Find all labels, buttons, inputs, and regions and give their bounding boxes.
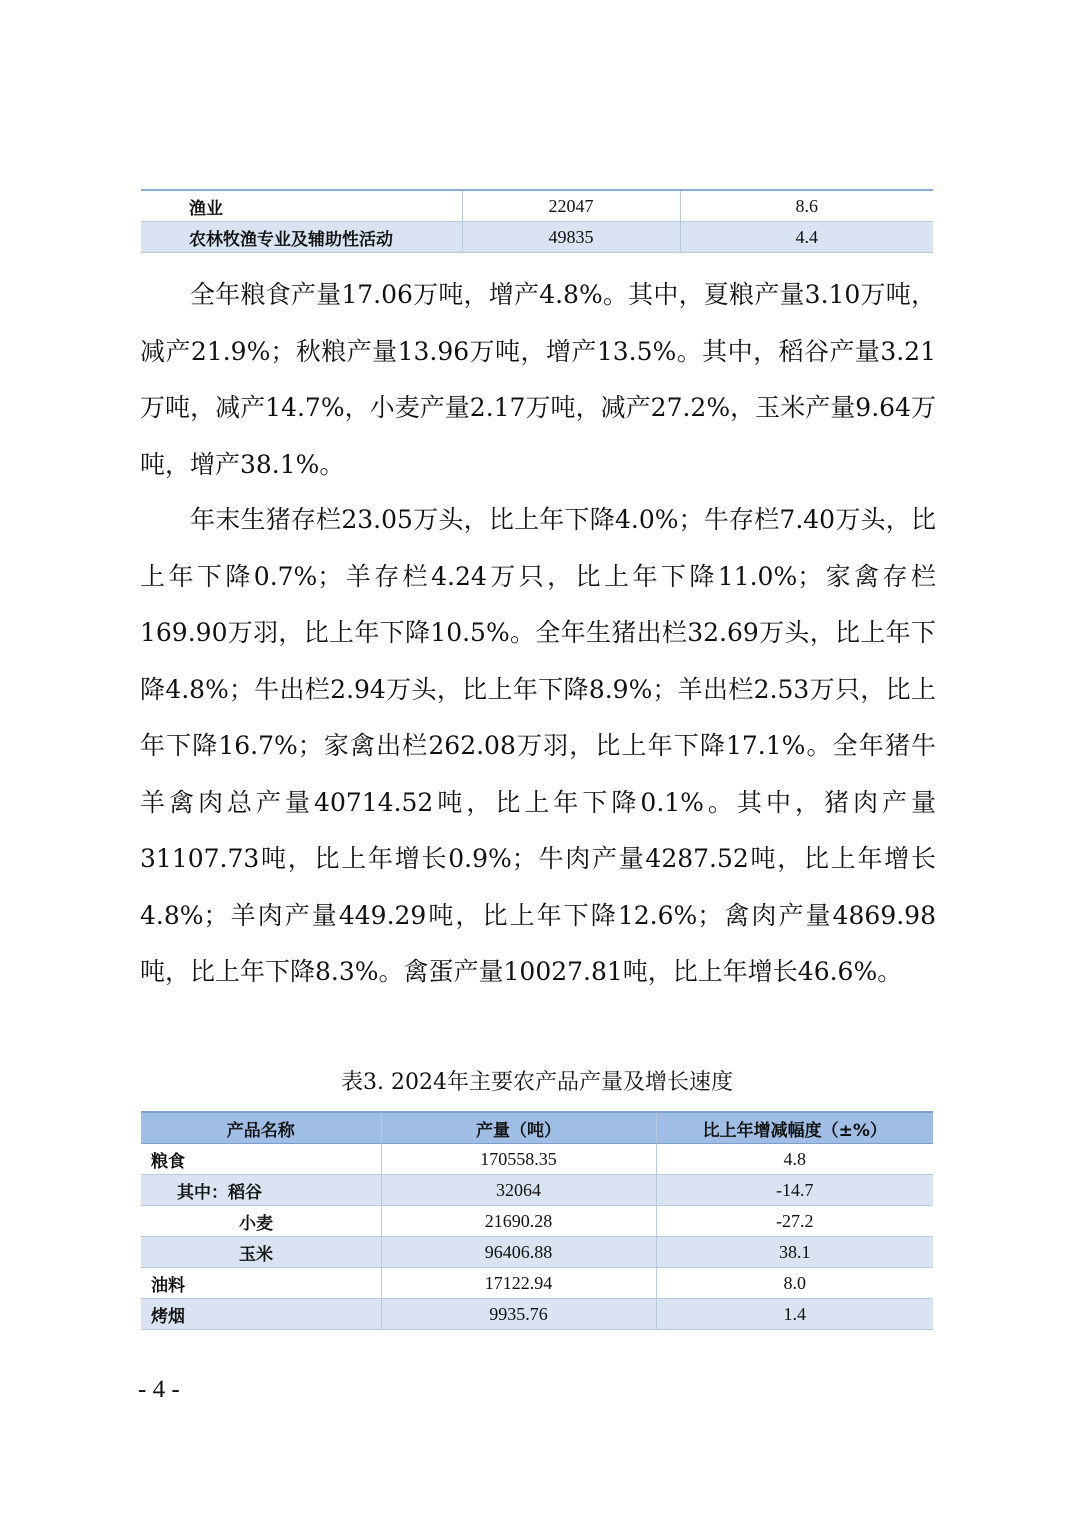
- row-label: 烤烟: [141, 1299, 381, 1330]
- table-row: [141, 1144, 933, 1175]
- row-value: 9935.76: [381, 1299, 656, 1330]
- header-product-name: 产品名称: [141, 1112, 381, 1144]
- row-value: 32064: [381, 1175, 656, 1206]
- row-value: 96406.88: [381, 1237, 656, 1268]
- table-row: [141, 1299, 933, 1330]
- row-growth: 8.0: [656, 1268, 933, 1299]
- table-row: [141, 1268, 933, 1299]
- industry-output-table-continued: [141, 189, 933, 253]
- row-value: 49835: [462, 222, 680, 253]
- row-label: 渔业: [141, 190, 462, 222]
- table-row: [141, 1237, 933, 1268]
- livestock-paragraph: 年末生猪存栏23.05万头，比上年下降4.0%；牛存栏7.40万头，比上年下降0.7%；羊存栏4.24万只，比上年下降11.0%；家禽存栏169.90万羽，比上年下降10.5%。全年生猪出栏32.69万头，比上年下降4.8%；牛出栏2.94万头，比上年下降8.9%；羊出栏2.53万只，比上年下降16.7%；家禽出栏262.08万羽，比上年下降17.1%。全年猪牛羊禽肉总产量40714.52吨，比上年下降0.1%。其中，猪肉产量31107.73吨，比上年增长0.9%；牛肉产量4287.52吨，比上年增长4.8%；羊肉产量449.29吨，比上年下降12.6%；禽肉产量4869.98吨，比上年下降8.3%。禽蛋产量10027.81吨，比上年增长46.6%。: [140, 505, 936, 986]
- agricultural-products-table: [141, 1111, 933, 1330]
- row-label: 粮食: [141, 1144, 381, 1175]
- table-row: [141, 222, 933, 253]
- row-growth: 1.4: [656, 1299, 933, 1330]
- row-growth: -14.7: [656, 1175, 933, 1206]
- row-growth: 38.1: [656, 1237, 933, 1268]
- table-header-row: [141, 1112, 933, 1144]
- table-caption: 表3. 2024年主要农产品产量及增长速度: [341, 1070, 733, 1095]
- table-row: [141, 1175, 933, 1206]
- row-label: 农林牧渔专业及辅助性活动: [141, 222, 462, 253]
- row-growth: -27.2: [656, 1206, 933, 1237]
- row-value: 21690.28: [381, 1206, 656, 1237]
- row-growth: 8.6: [680, 190, 933, 222]
- header-output: 产量（吨）: [381, 1112, 656, 1144]
- row-growth: 4.4: [680, 222, 933, 253]
- row-label: 玉米: [141, 1237, 381, 1268]
- header-growth: 比上年增减幅度（±%）: [656, 1112, 933, 1144]
- page-number: - 4 -: [138, 1376, 180, 1403]
- row-label: 其中：稻谷: [141, 1175, 381, 1206]
- row-value: 22047: [462, 190, 680, 222]
- table-row: [141, 190, 933, 222]
- row-label: 小麦: [141, 1206, 381, 1237]
- table-row: [141, 1206, 933, 1237]
- row-value: 170558.35: [381, 1144, 656, 1175]
- row-value: 17122.94: [381, 1268, 656, 1299]
- row-label: 油料: [141, 1268, 381, 1299]
- grain-paragraph: 全年粮食产量17.06万吨，增产4.8%。其中，夏粮产量3.10万吨，减产21.9%；秋粮产量13.96万吨，增产13.5%。其中，稻谷产量3.21万吨，减产14.7%，小麦产量2.17万吨，减产27.2%，玉米产量9.64万吨，增产38.1%。: [140, 280, 936, 479]
- row-growth: 4.8: [656, 1144, 933, 1175]
